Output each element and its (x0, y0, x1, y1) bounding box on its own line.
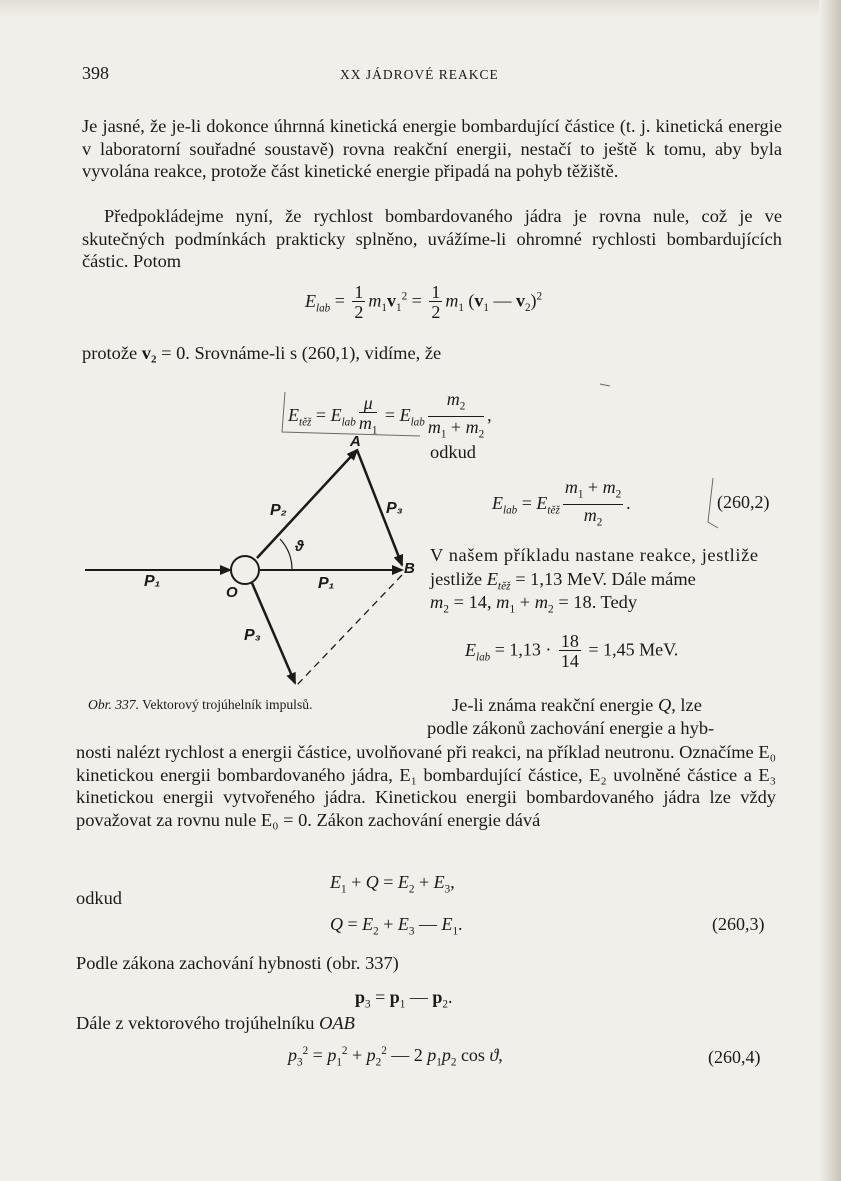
paragraph-4-eq1: = 1,13 MeV. Dále máme (515, 569, 696, 589)
paragraph-1: Je jasné, že je-li dokonce úhrnná kinetická energie bombardující částice (t. j. kinetická energie v laboratorní souřadné soustavě) rovna reakční energii, nestačí to ještě k tomu, aby byla vyvolána reakce, protože část kinetické energie připadá na pohyb těžiště. (82, 116, 782, 182)
paragraph-5-line1 (452, 695, 702, 716)
paragraph-4-line3: $m_2 = 14$, $m_1 + m_2 = 18$. Tedy (430, 592, 638, 616)
odkud-2: odkud (76, 888, 122, 908)
paragraph-4-text: V našem příkladu nastane reakce, jestliže (430, 545, 759, 565)
label-p3-right: P₃ (386, 500, 403, 517)
paragraph-8-text: Dále z vektorového trojúhelníku (76, 1013, 315, 1033)
label-a: A (350, 433, 361, 450)
paragraph-4-sum: = 18. Tedy (558, 592, 638, 612)
label-o: O (226, 584, 238, 601)
label-p1-left: P₁ (144, 573, 161, 590)
paragraph-4-m2: = 14, (453, 592, 492, 612)
paragraph-5-line2: podle zákonů zachování energie a hyb- (427, 718, 715, 738)
equation-elab-numeric: $E_{lab} = 1,13$ · $\frac{18}{14}$ = 1,45 MeV. (465, 631, 679, 671)
equation-260-2: $E_{lab} = E_{těž}$ $\frac{m_1 + m_2}{m_2}$ . (492, 477, 631, 529)
equation-etez: $E_{těž} = E_{lab}$ $\frac{\mu}{m_1}$ = $E_{lab}$ $\frac{m_2}{m_1 + m_2}$ , (288, 389, 492, 441)
pencil-bracket-1 (282, 392, 420, 436)
paragraph-5-q: Q (657, 695, 672, 715)
equation-elab: $E_{lab}$ = $\frac{1}{2}$ $m_1v_1^2$ = $\frac{1}{2}$ $m_1$ ($v_1$ — $v_2)^2$ (305, 282, 543, 322)
equation-260-3: $Q = E_2 + E_3$ — $E_1$. (330, 914, 463, 938)
equation-260-4: $p_3^2 = p_1^2 + p_2^2$ — 2 $p_1p_2$ cos ϑ, (288, 1045, 503, 1069)
nucleus-circle (231, 556, 259, 584)
label-p2: P₂ (270, 502, 287, 519)
label-theta: ϑ (295, 538, 304, 555)
triangle-oab: OAB (319, 1013, 355, 1033)
paragraph-7: Podle zákona zachování hybnosti (obr. 337) (76, 953, 399, 973)
dashed-line (296, 575, 402, 686)
angle-arc (280, 539, 292, 570)
figure-caption (88, 697, 312, 713)
paragraph-3-end: = 0. Srovnáme-li s (260,1), vidíme, že (161, 343, 442, 363)
label-p3-bottom: P₃ (244, 627, 261, 644)
pencil-mark (600, 384, 610, 386)
v2-symbol: v₂ (141, 343, 157, 363)
caption-text: Vektorový trojúhelník impulsů. (142, 697, 313, 712)
equation-momentum: $p_3 = p_1$ — $p_2$. (355, 987, 453, 1011)
paragraph-2: Předpokládejme nyní, že rychlost bombardovaného jádra je rovna nule, což je ve skutečných podmínkách prakticky splněno, uvážíme-li ohromné rychlosti bombardujících částic. Potom (82, 206, 782, 272)
equation-energy: $E_1 + Q = E_2 + E_3$, (330, 872, 455, 896)
paragraph-4-line2: jestliže $E_{těž} = 1,13$ MeV. Dále máme (430, 569, 696, 593)
paragraph-6: nosti nalézt rychlost a energii částice, uvolňované při reakci, na příklad neutronu. Označíme E₀ kinetickou energii bombardovaného jádra, E₁ bombardující částice, E₂ uvolněné částice a E₃ kinetickou energii vytvořeného jádra. Kinetickou energii bombardovaného jádra lze vždy považovat za rovnu nule E₀ = 0. Zákon zachování energie dává (76, 742, 776, 830)
eq-number-260-2: (260,2) (717, 492, 770, 512)
running-title: XX JÁDROVÉ REAKCE (340, 67, 499, 82)
eq-number-260-4: (260,4) (708, 1047, 761, 1067)
paragraph-5-start: Je-li známa reakční energie (452, 695, 654, 715)
paragraph-8 (76, 1013, 355, 1034)
eq-number-260-3: (260,3) (712, 914, 765, 934)
label-p1-right: P₁ (318, 575, 335, 592)
paragraph-3-start: protože (82, 343, 138, 363)
label-b: B (404, 560, 415, 577)
odkud-1: odkud (430, 442, 476, 462)
paragraph-5-end: , lze (671, 695, 702, 715)
pencil-bracket-2 (708, 478, 718, 528)
caption-number: Obr. 337. (88, 697, 139, 712)
page-number: 398 (82, 63, 109, 83)
